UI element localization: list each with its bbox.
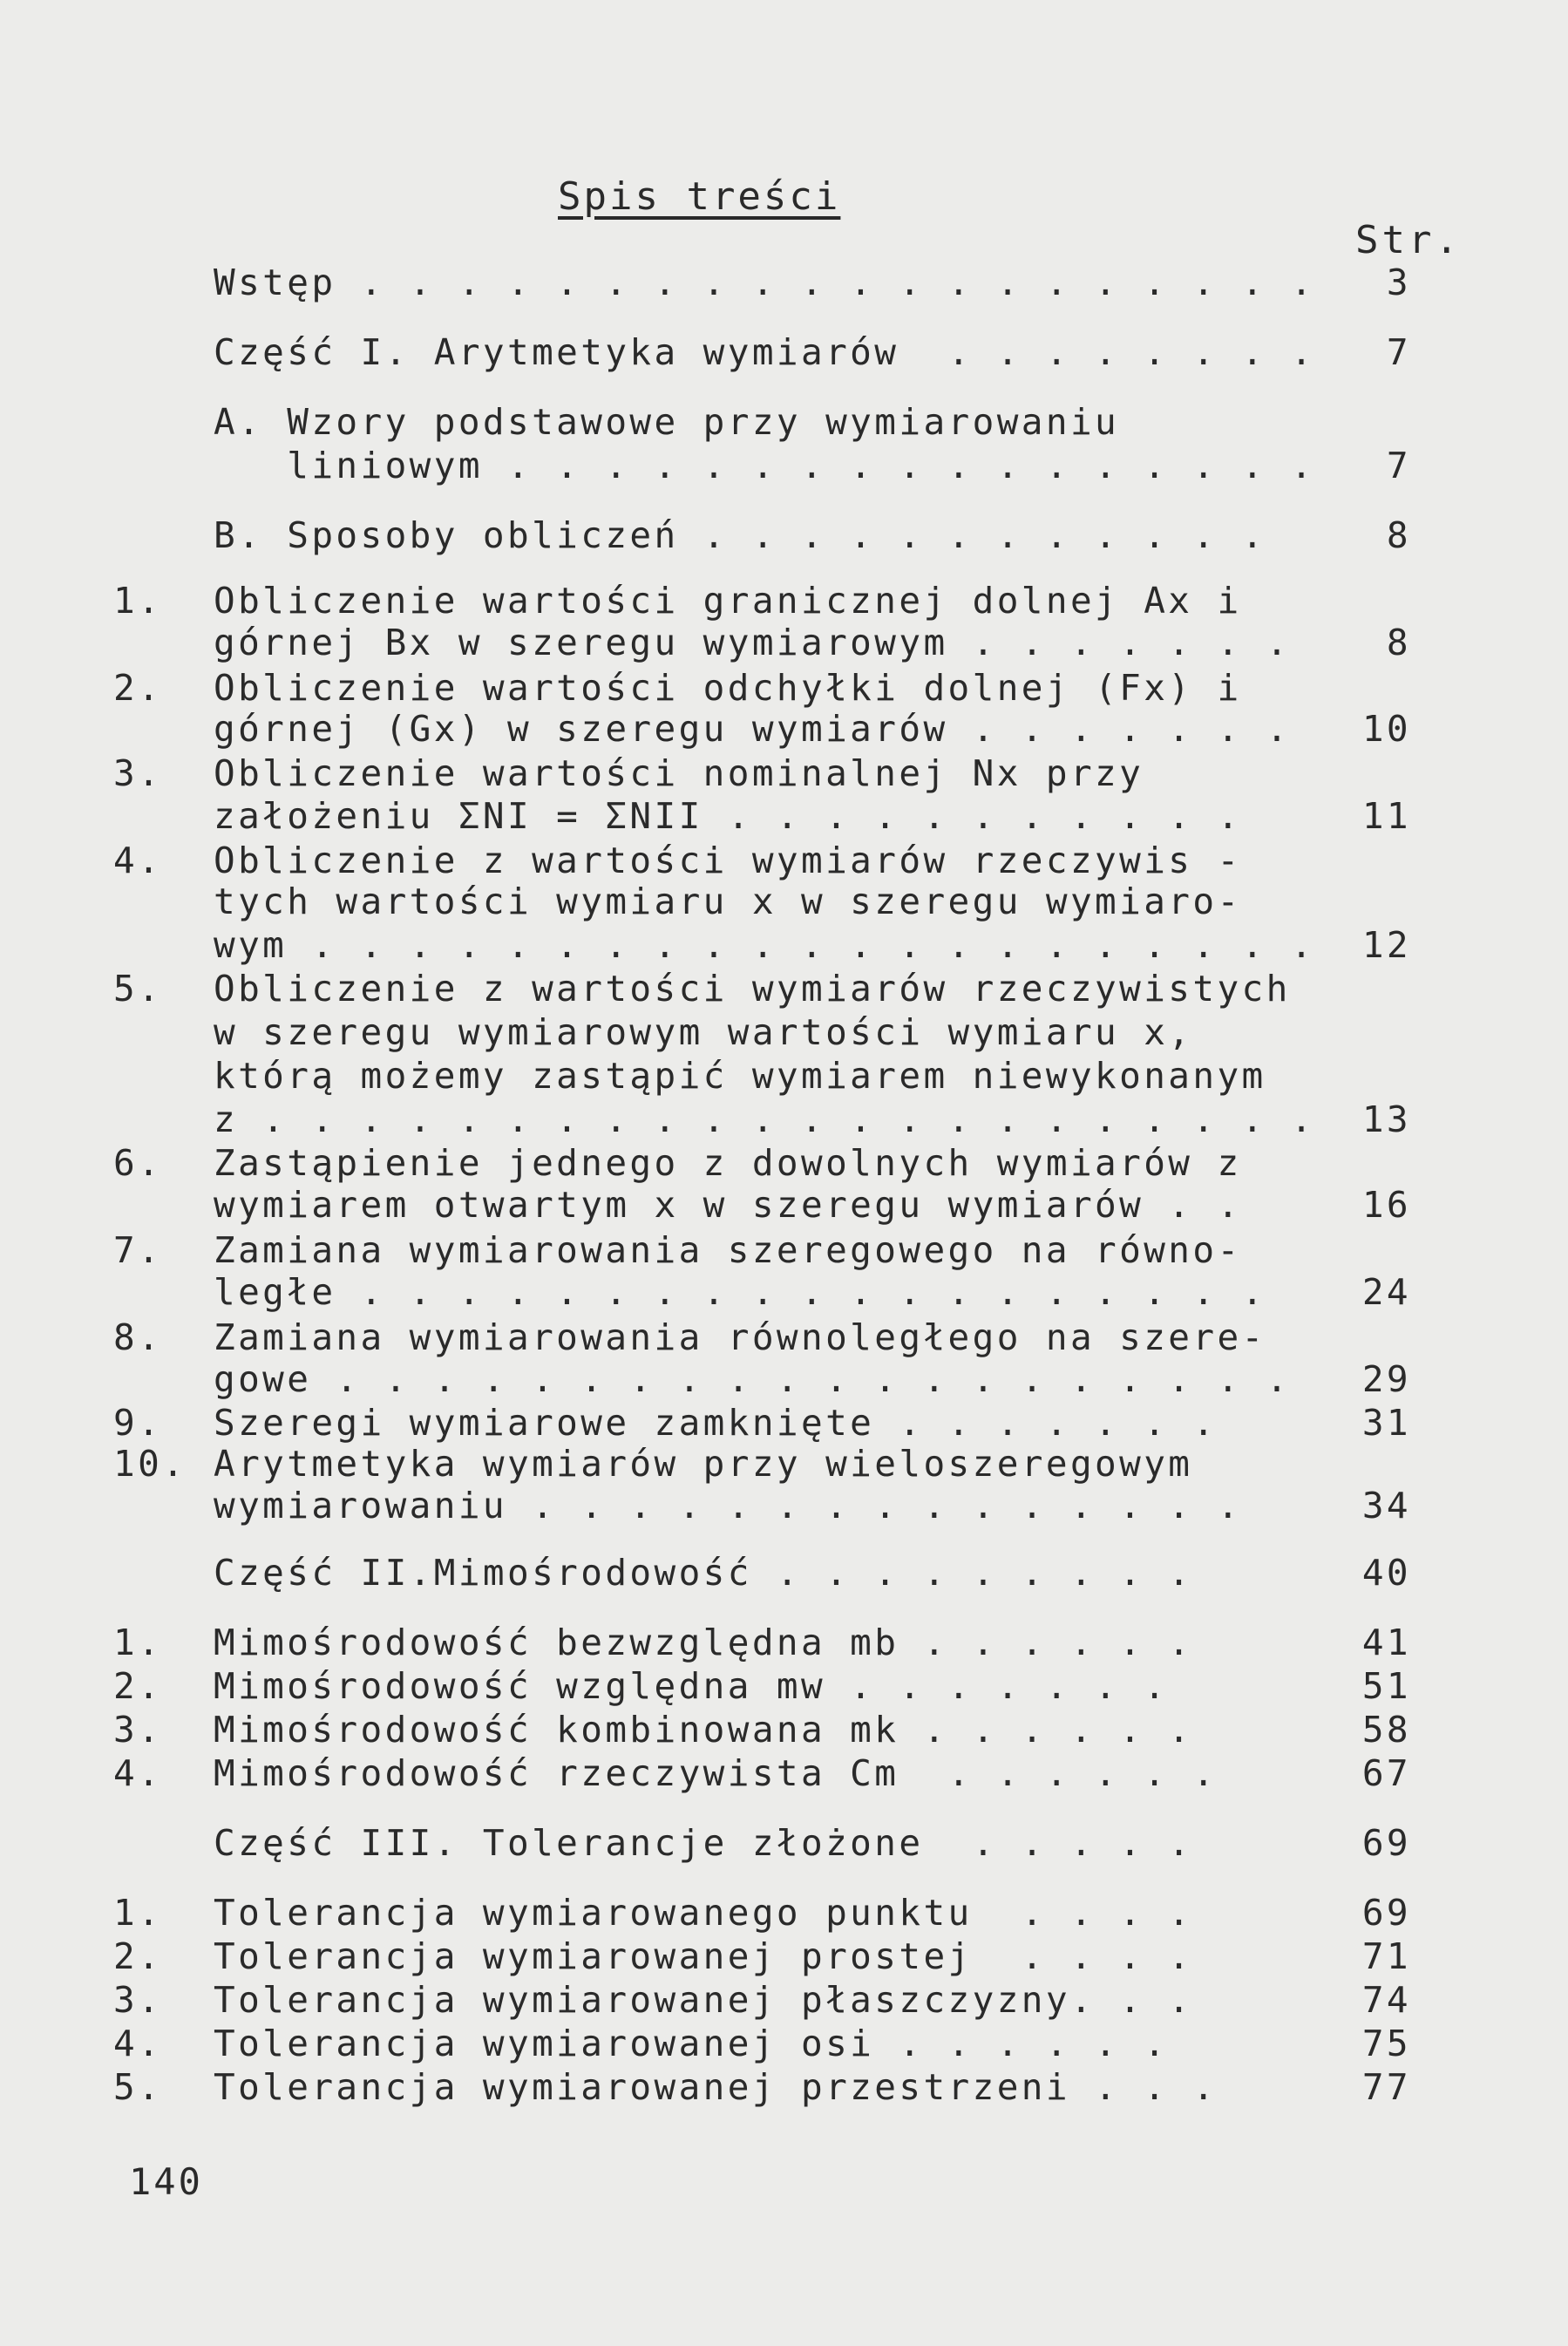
toc-entry-text: Zamiana wymiarowania szeregowego na równo- — [214, 1229, 1242, 1271]
toc-entry-text: górnej (Gx) w szeregu wymiarów . . . . . . . — [214, 708, 1291, 750]
toc-entry-text: Mimośrodowość względna mw . . . . . . . — [214, 1665, 1169, 1707]
toc-entry-number: 2. — [113, 1665, 163, 1707]
toc-entry-text: Wstęp . . . . . . . . . . . . . . . . . . . . — [214, 262, 1315, 303]
toc-entry-page: 11 — [1361, 795, 1411, 837]
page-column-header: Str. — [1355, 218, 1462, 262]
toc-entry-text: w szeregu wymiarowym wartości wymiaru x, — [214, 1011, 1193, 1053]
toc-entry-text: Mimośrodowość kombinowana mk . . . . . . — [214, 1709, 1193, 1751]
toc-entry-text: Tolerancja wymiarowanego punktu . . . . — [214, 1892, 1193, 1934]
toc-entry-number: 2. — [113, 667, 163, 709]
toc-entry-page: 7 — [1386, 331, 1411, 373]
toc-entry-page: 12 — [1361, 924, 1411, 966]
toc-entry-page: 13 — [1361, 1098, 1411, 1140]
toc-entry-number: 1. — [113, 580, 163, 622]
toc-entry-number: 3. — [113, 1979, 163, 2021]
toc-entry-text: ległe . . . . . . . . . . . . . . . . . . . — [214, 1271, 1266, 1313]
toc-entry-text: Szeregi wymiarowe zamknięte . . . . . . . — [214, 1402, 1218, 1444]
toc-entry-text: Tolerancja wymiarowanej przestrzeni . . . — [214, 2066, 1218, 2108]
toc-entry-page: 31 — [1361, 1402, 1411, 1444]
toc-entry-number: 4. — [113, 1752, 163, 1794]
toc-entry-page: 71 — [1361, 1935, 1411, 1977]
toc-entry-text: Zastąpienie jednego z dowolnych wymiarów z — [214, 1142, 1242, 1184]
toc-entry-number: 5. — [113, 2066, 163, 2108]
toc-entry-text: Mimośrodowość rzeczywista Cm . . . . . . — [214, 1752, 1218, 1794]
toc-entry-page: 75 — [1361, 2023, 1411, 2064]
toc-entry-page: 58 — [1361, 1709, 1411, 1751]
toc-entry-number: 5. — [113, 968, 163, 1010]
toc-entry-text: Obliczenie z wartości wymiarów rzeczywistych — [214, 968, 1291, 1010]
toc-entry-text: założeniu ΣNI = ΣNII . . . . . . . . . . . — [214, 795, 1242, 837]
toc-entry-number: 1. — [113, 1892, 163, 1934]
toc-entry-page: 3 — [1386, 262, 1411, 303]
page-title: Spis treści — [558, 174, 841, 219]
toc-entry-page: 67 — [1361, 1752, 1411, 1794]
toc-entry-text: A. Wzory podstawowe przy wymiarowaniu — [214, 401, 1120, 443]
toc-entry-number: 1. — [113, 1622, 163, 1663]
toc-entry-number: 4. — [113, 2023, 163, 2064]
toc-entry-text: górnej Bx w szeregu wymiarowym . . . . . . . — [214, 622, 1291, 663]
toc-entry-text: Obliczenie wartości odchyłki dolnej (Fx) i — [214, 667, 1242, 709]
toc-entry-text: Obliczenie wartości granicznej dolnej Ax i — [214, 580, 1242, 622]
toc-entry-text: Część II.Mimośrodowość . . . . . . . . . — [214, 1552, 1193, 1594]
toc-entry-text: Część III. Tolerancje złożone . . . . . — [214, 1822, 1193, 1864]
toc-entry-text: z . . . . . . . . . . . . . . . . . . . . . . — [214, 1098, 1315, 1140]
toc-entry-page: 69 — [1361, 1892, 1411, 1934]
toc-entry-text: Obliczenie wartości nominalnej Nx przy — [214, 752, 1144, 794]
toc-entry-text: liniowym . . . . . . . . . . . . . . . . . — [214, 445, 1315, 486]
toc-entry-text: Tolerancja wymiarowanej osi . . . . . . — [214, 2023, 1169, 2064]
toc-entry-number: 8. — [113, 1316, 163, 1358]
toc-entry-number: 7. — [113, 1229, 163, 1271]
toc-entry-number: 6. — [113, 1142, 163, 1184]
toc-entry-page: 51 — [1361, 1665, 1411, 1707]
toc-entry-number: 10. — [113, 1443, 187, 1485]
toc-entry-text: gowe . . . . . . . . . . . . . . . . . . . . — [214, 1358, 1291, 1400]
toc-entry-page: 16 — [1361, 1184, 1411, 1226]
toc-entry-text: wymiarowaniu . . . . . . . . . . . . . . . — [214, 1485, 1242, 1527]
toc-entry-page: 74 — [1361, 1979, 1411, 2021]
toc-entry-page: 34 — [1361, 1485, 1411, 1527]
toc-entry-number: 9. — [113, 1402, 163, 1444]
toc-entry-text: którą możemy zastąpić wymiarem niewykonanym — [214, 1055, 1266, 1097]
toc-entry-text: Tolerancja wymiarowanej prostej . . . . — [214, 1935, 1193, 1977]
toc-entry-text: Mimośrodowość bezwzględna mb . . . . . . — [214, 1622, 1193, 1663]
page-number: 140 — [129, 2160, 203, 2203]
toc-entry-text: Arytmetyka wymiarów przy wieloszeregowym — [214, 1443, 1193, 1485]
toc-entry-number: 3. — [113, 752, 163, 794]
toc-entry-page: 8 — [1386, 622, 1411, 663]
toc-entry-number: 4. — [113, 840, 163, 881]
toc-entry-page: 24 — [1361, 1271, 1411, 1313]
toc-entry-text: Tolerancja wymiarowanej płaszczyzny. . . — [214, 1979, 1193, 2021]
toc-entry-page: 29 — [1361, 1358, 1411, 1400]
toc-entry-number: 3. — [113, 1709, 163, 1751]
toc-entry-text: B. Sposoby obliczeń . . . . . . . . . . . . — [214, 514, 1266, 556]
toc-entry-text: tych wartości wymiaru x w szeregu wymiaro- — [214, 881, 1242, 922]
toc-entry-text: wym . . . . . . . . . . . . . . . . . . . . . — [214, 924, 1315, 966]
toc-entry-page: 77 — [1361, 2066, 1411, 2108]
toc-entry-page: 69 — [1361, 1822, 1411, 1864]
toc-entry-page: 7 — [1386, 445, 1411, 486]
toc-entry-page: 8 — [1386, 514, 1411, 556]
toc-entry-page: 41 — [1361, 1622, 1411, 1663]
toc-entry-text: wymiarem otwartym x w szeregu wymiarów . . — [214, 1184, 1242, 1226]
toc-entry-page: 10 — [1361, 708, 1411, 750]
toc-entry-page: 40 — [1361, 1552, 1411, 1594]
toc-entry-number: 2. — [113, 1935, 163, 1977]
toc-entry-text: Obliczenie z wartości wymiarów rzeczywis - — [214, 840, 1242, 881]
toc-entry-text: Zamiana wymiarowania równoległego na szere- — [214, 1316, 1266, 1358]
toc-entry-text: Część I. Arytmetyka wymiarów . . . . . . . . — [214, 331, 1315, 373]
